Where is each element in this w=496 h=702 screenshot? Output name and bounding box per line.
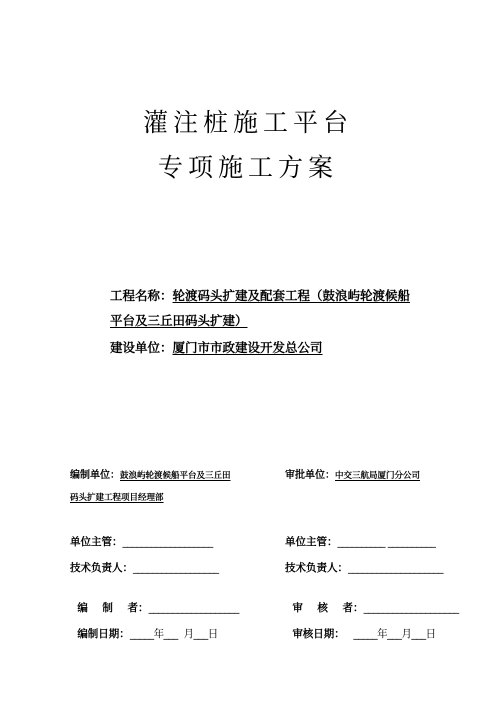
document-title-line-2: 专项施工方案 <box>157 153 338 182</box>
approver-unit-row <box>285 470 420 482</box>
sig-right-supervisor <box>285 535 435 549</box>
compiler-unit-value: 鼓浪屿轮渡候船平台及三丘田 <box>120 471 231 481</box>
sig-left-supervisor <box>70 535 213 549</box>
project-name-row <box>110 288 410 304</box>
sig-right-tech-lead-blank: ____________________ <box>348 562 443 574</box>
sig-right-reviewer <box>285 587 459 615</box>
sig-left-tech-lead <box>70 561 219 575</box>
sig-right-tech-lead <box>285 561 443 575</box>
compiler-unit-row-2 <box>70 492 164 504</box>
compiler-unit-value-cont: 码头扩建工程项目经理部 <box>70 493 164 503</box>
sig-right-date-label: 审核日期： <box>292 628 345 640</box>
sig-left-tech-lead-label: 技术负责人： <box>70 562 133 574</box>
sig-left-date-label: 编制日期： <box>77 628 130 640</box>
sig-left-compiler <box>70 587 239 615</box>
builder-row <box>110 340 323 356</box>
sig-right-date-blank: _____年___月___日 <box>344 628 436 640</box>
project-name-row-2 <box>110 313 248 329</box>
sig-right-reviewer-blank: ____________________ <box>363 602 459 614</box>
sig-left-date <box>70 613 218 641</box>
sig-right-supervisor-blank: __________ __________ <box>337 536 436 548</box>
approver-unit-label: 审批单位： <box>285 470 335 481</box>
sig-right-date <box>285 613 436 641</box>
sig-left-supervisor-label: 单位主管： <box>70 536 123 548</box>
approver-unit-value: 中交三航局厦门分公司 <box>335 471 421 481</box>
sig-left-compiler-label: 编 制 者： <box>77 602 149 614</box>
document-title-line-1: 灌注桩施工平台 <box>142 108 353 137</box>
sig-left-date-blank: _____年___ 月___日 <box>129 628 218 640</box>
compiler-unit-row <box>70 470 231 482</box>
sig-right-reviewer-label: 审 核 者： <box>292 602 364 614</box>
project-name-value-cont: 平台及三丘田码头扩建） <box>110 313 248 328</box>
sig-right-tech-lead-label: 技术负责人： <box>285 562 348 574</box>
builder-value: 厦门市市政建设开发总公司 <box>172 340 323 355</box>
sig-left-supervisor-blank: ___________________ <box>122 536 213 548</box>
compiler-unit-label: 编制单位： <box>70 470 120 481</box>
builder-label: 建设单位： <box>110 340 173 355</box>
sig-right-supervisor-label: 单位主管： <box>285 536 338 548</box>
sig-left-compiler-blank: ___________________ <box>148 602 239 614</box>
project-name-value: 轮渡码头扩建及配套工程（鼓浪屿轮渡候船 <box>172 288 411 303</box>
project-name-label: 工程名称： <box>110 288 173 303</box>
sig-left-tech-lead-blank: __________________ <box>133 562 219 574</box>
